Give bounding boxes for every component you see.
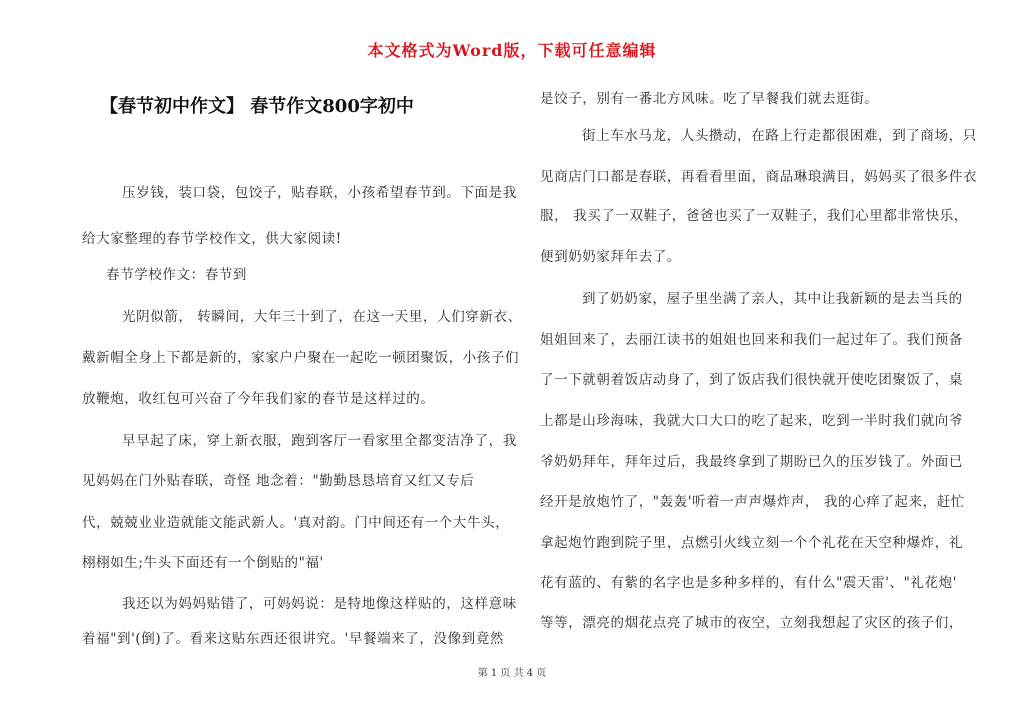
download-banner: 本文格式为Word版，下载可任意编辑: [367, 41, 657, 60]
left-line-10: 栩栩如生;牛头下面还有一个倒贴的"福': [82, 555, 324, 571]
right-line-6: 到了奶奶家，屋子里坐满了亲人，其中让我新颖的是去当兵的: [582, 291, 963, 307]
right-line-3: 见商店门口都是春联，再看看里面，商品琳琅满目，妈妈买了很多件衣: [540, 169, 978, 185]
right-line-7: 姐姐回来了，去丽江读书的姐姐也回来和我们一起过年了。我们预备: [540, 332, 963, 348]
page-footer: 第 1 页 共 4 页: [477, 668, 547, 679]
right-line-12: 拿起炮竹跑到院子里，点燃引火线立刻一个个礼花在天空种爆炸，礼: [540, 535, 963, 551]
right-line-2: 街上车水马龙，人头攒动，在路上行走都很困难，到了商场，只: [582, 128, 977, 144]
right-line-10: 爷奶奶拜年，拜年过后，我最终拿到了期盼已久的压岁钱了。外面已: [540, 454, 963, 470]
article-title: 【春节初中作文】 春节作文800字初中: [100, 96, 414, 117]
left-line-6: 放鞭炮，收红包可兴奋了今年我们家的春节是这样过的。: [82, 391, 435, 407]
right-line-8: 了一下就朝着饭店动身了，到了饭店我们很快就开使吃团聚饭了，桌: [540, 372, 963, 388]
right-line-4: 服， 我买了一双鞋子，爸爸也买了一双鞋子，我们心里都非常快乐，: [540, 208, 968, 224]
left-line-9: 代，兢兢业业造就能文能武新人。'真对韵。门中间还有一个大牛头，: [82, 515, 510, 531]
right-line-1: 是饺子，别有一番北方风味。吃了早餐我们就去逛街。: [540, 91, 879, 107]
left-line-7: 早早起了床，穿上新衣服，跑到客厅一看家里全都变洁净了，我: [122, 433, 517, 449]
right-line-9: 上都是山珍海味，我就大口大口的吃了起来，吃到一半时我们就向爷: [540, 413, 963, 429]
left-line-8: 见妈妈在门外贴春联，奇怪 地念着："勤勤恳恳培育又红又专后: [82, 473, 475, 489]
left-line-11: 我还以为妈妈贴错了，可妈妈说：是特地像这样贴的，这样意味: [122, 596, 517, 612]
right-line-13: 花有蓝的、有紫的名字也是多种多样的，有什么"震天雷'、"礼花炮': [540, 575, 958, 591]
left-line-2: 给大家整理的春节学校作文，供大家阅读!: [82, 231, 342, 247]
left-line-4: 光阴似箭， 转瞬间，大年三十到了，在这一天里，人们穿新衣、: [122, 309, 522, 325]
left-line-12: 着福"到'(倒)了。看来这贴东西还很讲究。'早餐端来了，没像到竟然: [82, 631, 504, 647]
right-line-11: 经开是放炮竹了，"轰轰'听着一声声爆炸声， 我的心痒了起来，赶忙: [540, 494, 965, 510]
left-line-1: 压岁钱，装口袋，包饺子，贴春联，小孩希望春节到。下面是我: [122, 185, 517, 201]
left-line-3: 春节学校作文：春节到: [106, 267, 247, 283]
right-line-14: 等等，漂亮的烟花点亮了城市的夜空，立刻我想起了灾区的孩子们，: [540, 615, 963, 631]
left-line-5: 戴新帽全身上下都是新的，家家户户聚在一起吃一顿团聚饭，小孩子们: [82, 350, 520, 366]
right-line-5: 便到奶奶家拜年去了。: [540, 249, 681, 265]
